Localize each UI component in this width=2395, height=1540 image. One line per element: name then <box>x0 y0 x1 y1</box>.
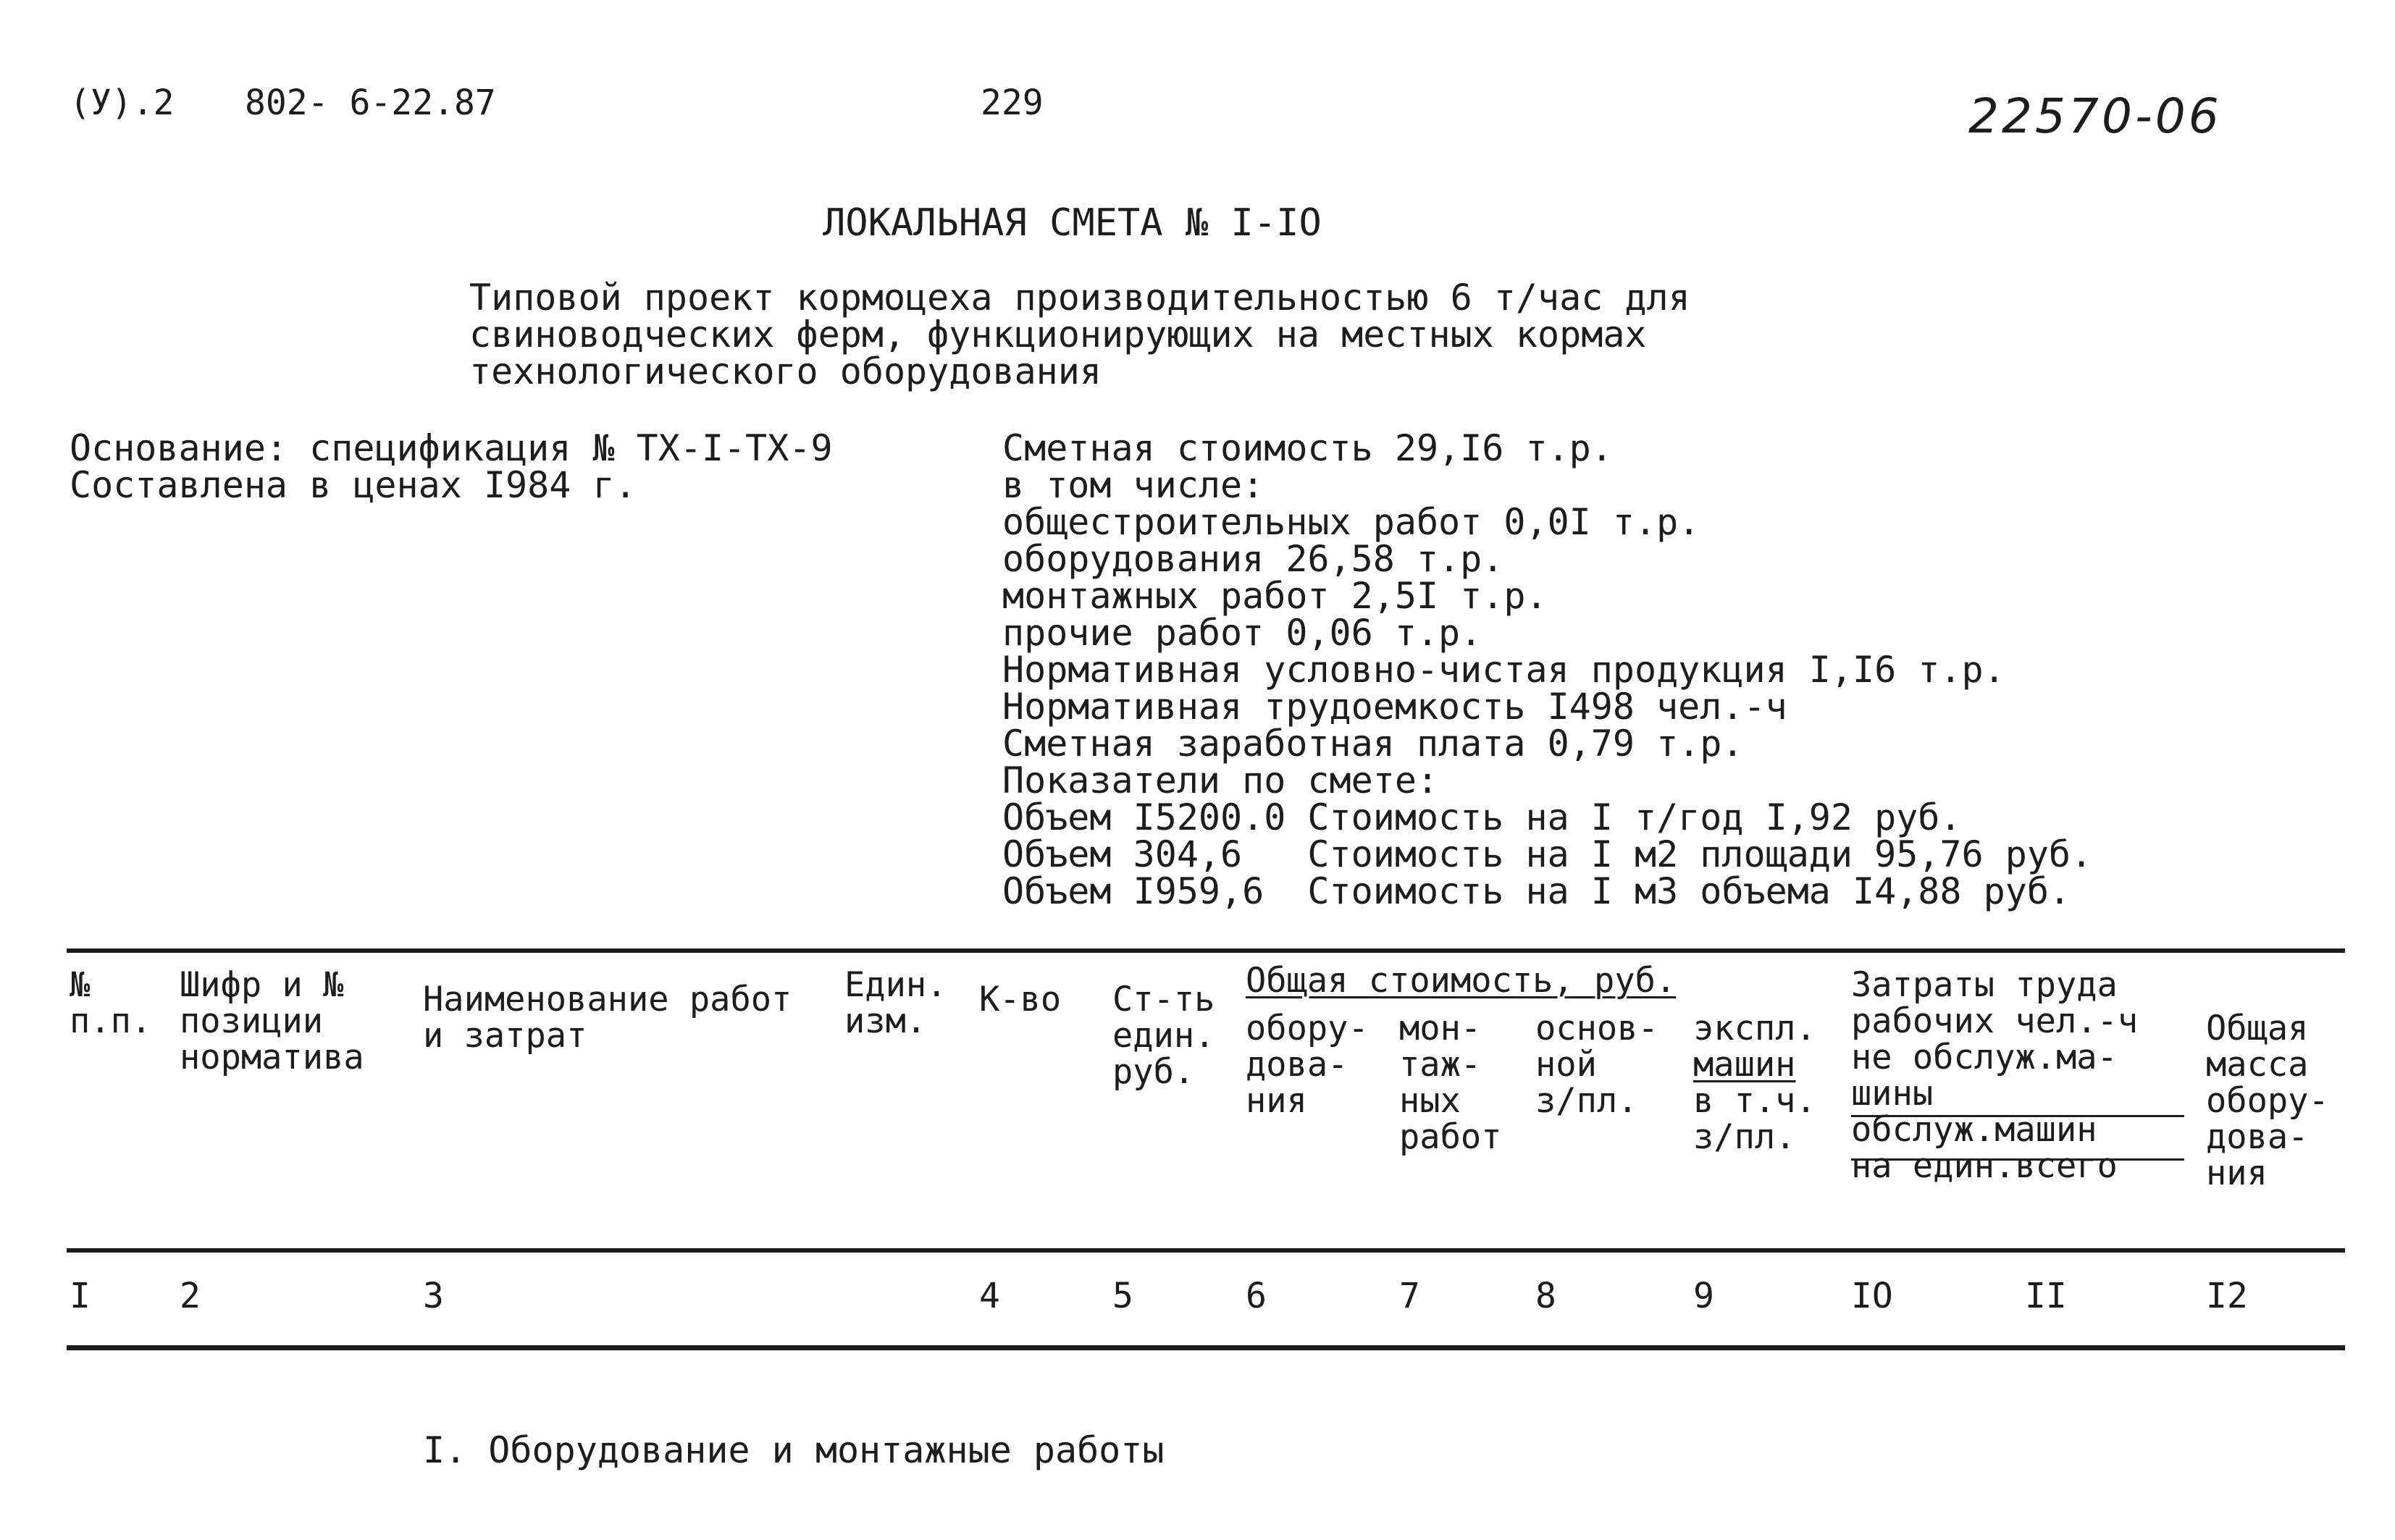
cost-summary <box>1002 427 2093 912</box>
col-header-line: № <box>70 965 91 1005</box>
col-header-line: и затрат <box>423 1016 587 1056</box>
cost-line: Объем I5200.0 Стоимость на I т/год I,92 руб. <box>1002 796 1962 838</box>
col-header-line: ния <box>2206 1153 2268 1193</box>
col-header-line: на един.всего <box>1851 1146 2118 1186</box>
header-bottom-rule <box>67 1248 2345 1253</box>
cost-line: Нормативная условно-чистая продукция I,I6 т.р. <box>1002 649 2005 691</box>
col-header-labor <box>1851 967 2138 1185</box>
col-header-mass <box>2206 1011 2329 1192</box>
col-header-number <box>70 967 151 1040</box>
col-header-line: таж- <box>1399 1045 1482 1085</box>
col-header-line: позиции <box>180 1001 324 1041</box>
col-header-unit <box>844 967 947 1040</box>
project-number: 802- 6-22.87 <box>245 83 496 123</box>
col-header-line: экспл. <box>1693 1009 1816 1048</box>
page-number: 229 <box>981 83 1044 123</box>
col-header-line: не обслуж.ма- <box>1851 1038 2118 1077</box>
table-top-rule <box>67 948 2345 953</box>
col-header-line: дова- <box>2206 1117 2309 1157</box>
col-header-line: дова- <box>1246 1045 1349 1085</box>
col-number: 2 <box>180 1276 201 1316</box>
col-header-line: Наименование работ <box>423 980 792 1019</box>
col-header-line: Общая <box>2206 1009 2309 1048</box>
cost-line: прочие работ 0,06 т.р. <box>1002 612 1482 654</box>
col-header-line: един. <box>1112 1016 1215 1056</box>
project-description <box>469 279 1690 390</box>
cost-line: Сметная стоимость 29,I6 т.р. <box>1002 427 1613 469</box>
col-header-machines <box>1693 1011 1816 1156</box>
col-header-name <box>423 982 792 1054</box>
col-header-line: работ <box>1399 1117 1502 1157</box>
col-header-equipment <box>1246 1011 1369 1119</box>
col-number: II <box>2025 1276 2067 1316</box>
col-number: 6 <box>1246 1276 1267 1316</box>
col-header-line: шины <box>1851 1074 1934 1114</box>
col-number: 5 <box>1112 1276 1133 1316</box>
col-number: I <box>70 1276 91 1316</box>
col-header-line: Един. <box>844 965 947 1005</box>
col-header-line: мон- <box>1399 1009 1482 1048</box>
col-header-line: з/пл. <box>1693 1117 1796 1157</box>
column-numbers-bottom-rule <box>67 1345 2345 1350</box>
col-header-line: масса <box>2206 1045 2309 1085</box>
col-number: 4 <box>979 1276 1000 1316</box>
col-header-line: обору- <box>2206 1081 2329 1121</box>
cost-line: Объем 304,6 Стоимость на I м2 площади 95,76 руб. <box>1002 833 2093 875</box>
col-header-line: К-во <box>979 980 1062 1019</box>
cost-line: оборудования 26,58 т.р. <box>1002 538 1504 580</box>
col-header-installation <box>1399 1011 1501 1156</box>
col-header-base-salary <box>1535 1011 1658 1119</box>
col-header-line: ных <box>1399 1081 1461 1121</box>
col-number: I2 <box>2206 1276 2248 1316</box>
col-header-line: Шифр и № <box>180 965 344 1005</box>
col-group-title: Общая стоимость, руб. <box>1246 961 1677 1001</box>
col-header-line: машин <box>1693 1045 1796 1085</box>
col-number: 9 <box>1693 1276 1714 1316</box>
col-header-line: обору- <box>1246 1009 1369 1048</box>
col-header-unit-cost <box>1112 982 1215 1090</box>
col-header-code <box>180 967 364 1076</box>
col-header-line: Ст-ть <box>1112 980 1215 1019</box>
col-header-line: изм. <box>844 1001 927 1041</box>
document-number: 22570-06 <box>1968 88 2222 144</box>
cost-line: монтажных работ 2,5I т.р. <box>1002 575 1548 617</box>
basis-block <box>70 427 833 506</box>
cost-line: Объем I959,6 Стоимость на I м3 объема I4,88 руб. <box>1002 870 2071 912</box>
col-header-line: Затраты труда <box>1851 965 2118 1005</box>
col-group-total-cost <box>1246 963 1676 999</box>
project-description-line: технологического оборудования <box>469 350 1102 392</box>
col-header-quantity <box>979 982 1061 1018</box>
col-header-line: ной <box>1535 1045 1597 1085</box>
cost-line: в том числе: <box>1002 464 1264 506</box>
basis-line: Основание: спецификация № ТХ-I-ТХ-9 <box>70 427 833 469</box>
basis-line: Составлена в ценах I984 г. <box>70 464 637 506</box>
col-number: 8 <box>1535 1276 1556 1316</box>
col-header-line: основ- <box>1535 1009 1658 1048</box>
col-header-line: з/пл. <box>1535 1081 1638 1121</box>
col-number: 7 <box>1399 1276 1420 1316</box>
project-description-line: Типовой проект кормоцеха производительностью 6 т/час для <box>469 277 1690 319</box>
col-number: 3 <box>423 1276 444 1316</box>
col-header-line: п.п. <box>70 1001 152 1041</box>
col-header-line: руб. <box>1112 1052 1195 1092</box>
document-code: (У).2 <box>70 83 175 123</box>
project-description-line: свиноводческих ферм, функционирующих на местных кормах <box>469 314 1647 355</box>
cost-line: Показатели по смете: <box>1002 760 1439 801</box>
section-title: I. Оборудование и монтажные работы <box>423 1429 1165 1471</box>
col-header-line: в т.ч. <box>1693 1081 1816 1121</box>
cost-line: Сметная заработная плата 0,79 т.р. <box>1002 723 1744 765</box>
col-header-line: ния <box>1246 1081 1307 1121</box>
cost-line: общестроительных работ 0,0I т.р. <box>1002 501 1700 543</box>
col-header-line: норматива <box>180 1038 364 1077</box>
cost-line: Нормативная трудоемкость I498 чел.-ч <box>1002 686 1787 728</box>
col-header-line: рабочих чел.-ч <box>1851 1001 2139 1041</box>
page-title: ЛОКАЛЬНАЯ СМЕТА № I-IO <box>823 201 1322 245</box>
col-number: IO <box>1851 1276 1893 1316</box>
col-header-line: обслуж.машин <box>1851 1110 2097 1150</box>
